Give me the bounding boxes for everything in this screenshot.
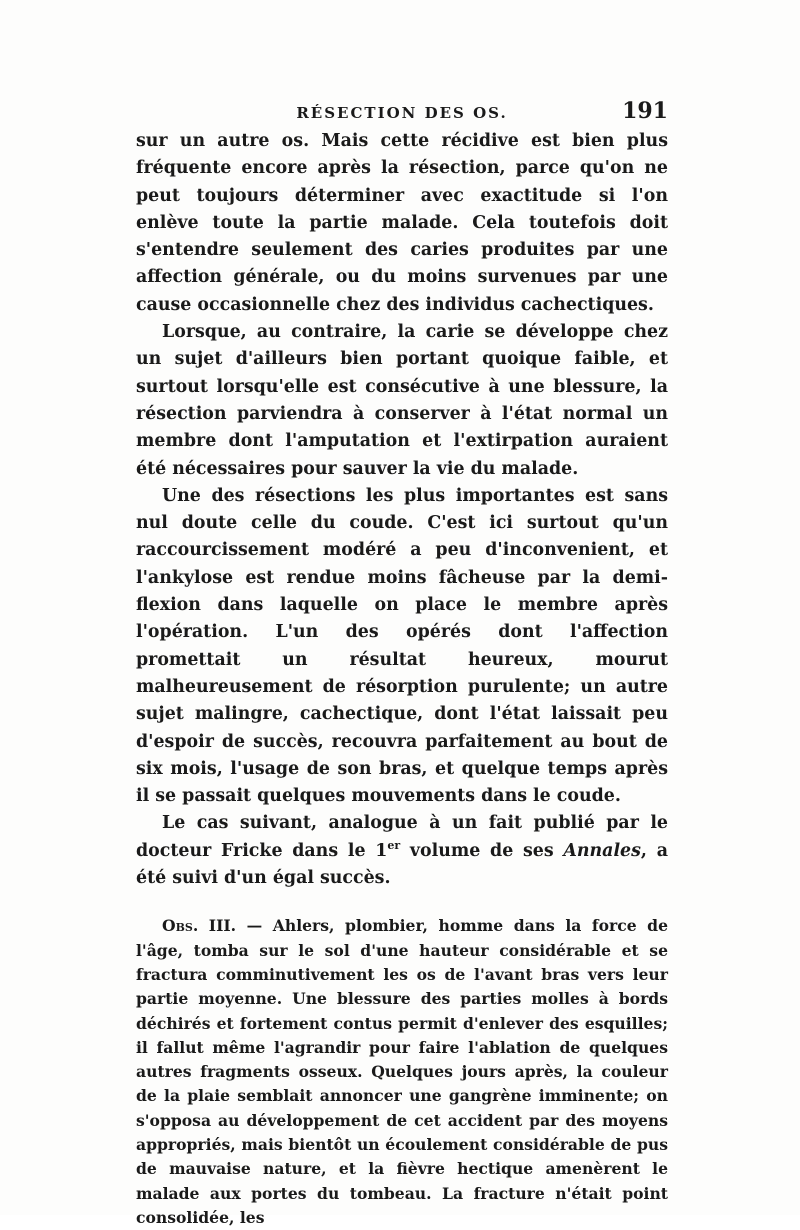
paragraph-4: [136, 810, 668, 892]
journal-title: Annales: [563, 840, 641, 861]
paragraph-4-text-b: volume de ses: [400, 840, 564, 861]
paragraph-3: Une des résections les plus importantes est sans nul doute celle du coude. C'est ici surtout qu'un raccourcissement modéré a peu d'inconvenient, et l'ankylose est rendue moins fâcheuse par la demi-flexion dans laquelle on place le membre après l'opération. L'un des opérés dont l'affection promettait un résultat heureux, mourut malheureusement de résorption purulente; un autre sujet malingre, cachectique, dont l'état laissait peu d'espoir de succès, recouvra parfaitement au bout de six mois, l'usage de son bras, et quelque temps après il se passait quelques mouvements dans le coude.: [136, 485, 668, 807]
page-number: 191: [622, 98, 668, 124]
paragraph-2: Lorsque, au contraire, la carie se développe chez un sujet d'ailleurs bien portant quoique faible, et surtout lorsqu'elle est consécutive à une blessure, la résection parviendra à conserver à l'état normal un membre dont l'amputation et l'extirpation auraient été nécessaires pour sauver la vie du malade.: [136, 322, 668, 479]
observation-paragraph: [136, 914, 668, 1230]
page-header: [136, 98, 668, 128]
observation-label: Obs. III.: [162, 916, 237, 936]
paragraph-4-text-a: Le cas suivant, analogue à un fait publié par le docteur Fricke dans le 1: [136, 813, 668, 861]
paragraph-1: sur un autre os. Mais cette récidive est bien plus fréquente encore après la résection, parce qu'on ne peut toujours déterminer avec exactitude si l'on enlève toute la partie malade. Cela toutefois doit s'entendre seulement des caries produites par une affection générale, ou du moins survenues par une cause occasionnelle chez des individus cachectiques.: [136, 131, 668, 315]
ordinal-suffix: er: [387, 838, 401, 852]
observation-text: — Ahlers, plombier, homme dans la force de l'âge, tomba sur le sol d'une hauteur considérable et se fractura comminutivement les os de l'avant bras vers leur partie moyenne. Une blessure des parties molles à bords déchirés et fortement contus permit d'enlever des esquilles; il fallut même l'agrandir pour faire l'ablation de quelques autres fragments osseux. Quelques jours après, la couleur de la plaie semblait annoncer une gangrène imminente; on s'opposa au développement de cet accident par des moyens appropriés, mais bientôt un écoulement considérable de pus de mauvaise nature, et la fièvre hectique amenèrent le malade aux portes du tombeau. La fracture n'était point consolidée, les: [136, 916, 669, 1227]
running-title: RÉSECTION DES OS.: [296, 104, 508, 122]
body-text: [136, 128, 668, 1230]
paragraph-4-text-c: , a été suivi d'un égal succès.: [136, 840, 668, 889]
